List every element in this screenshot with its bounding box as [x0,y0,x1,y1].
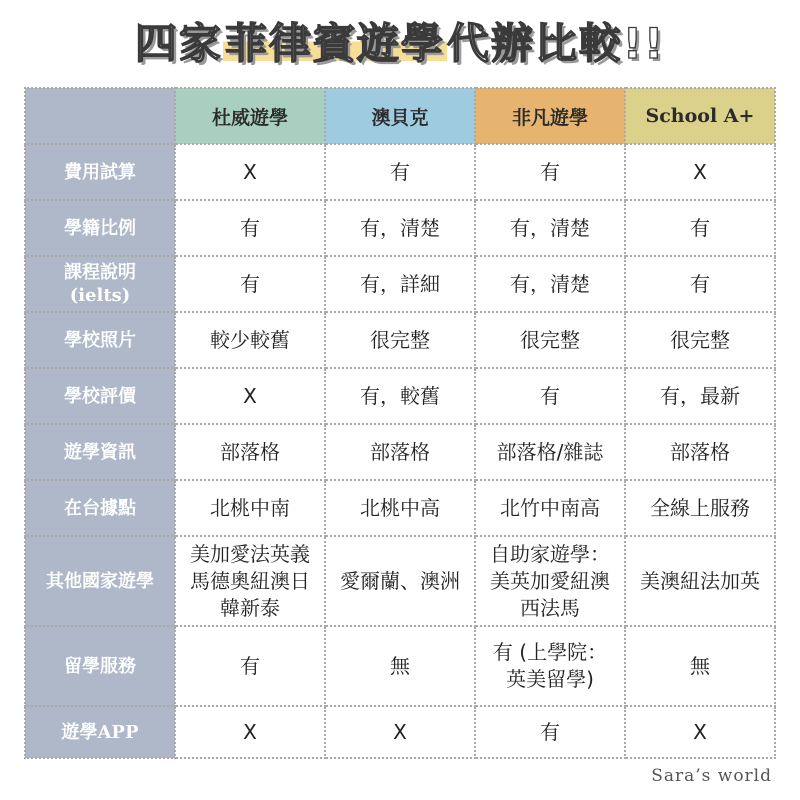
col-header-dewey: 杜威遊學 [175,88,325,144]
row-header-school-photos: 學校照片 [25,312,175,368]
col-header-school-a-plus: School A+ [625,88,775,144]
table-row [25,200,775,256]
table-cell: 有 [625,200,775,256]
table-row [25,626,775,706]
table-cell: 有 [475,144,625,200]
table-cell: 很完整 [325,312,475,368]
table-cell: 無 [625,626,775,706]
table-cell: 部落格 [175,424,325,480]
table-cell: 北桃中高 [325,480,475,536]
header-row [25,88,775,144]
row-header-other-countries: 其他國家遊學 [25,536,175,626]
table-cell: 自助家遊學： 美英加愛紐澳 西法馬 [475,536,625,626]
page-title [0,14,800,76]
table-cell: X [175,706,325,758]
table-cell: X [625,144,775,200]
table-cell: 有 [475,368,625,424]
table-row [25,536,775,626]
table-cell: 有，清楚 [475,200,625,256]
table-cell: 有 [175,256,325,312]
table-cell: 北竹中南高 [475,480,625,536]
table-cell: 有，最新 [625,368,775,424]
table-cell: 無 [325,626,475,706]
row-header-course-description: 課程說明 (ielts) [25,256,175,312]
footer-signature: Sara’s world [651,766,772,786]
table-cell: X [175,144,325,200]
table-cell: 有 [175,200,325,256]
table-cell: 有 [475,706,625,758]
table-cell: 有，較舊 [325,368,475,424]
corner-cell [25,88,175,144]
table-cell: 有，清楚 [475,256,625,312]
table-cell: 北桃中南 [175,480,325,536]
table-cell: 有，詳細 [325,256,475,312]
table-cell: 美加愛法英義 馬德奧紐澳日 韓新泰 [175,536,325,626]
table-cell: X [625,706,775,758]
table-cell: 部落格 [625,424,775,480]
col-header-aobeike: 澳貝克 [325,88,475,144]
table-cell: 有 [325,144,475,200]
table-cell: 有 (上學院： 英美留學) [475,626,625,706]
row-header-school-reviews: 學校評價 [25,368,175,424]
table-row [25,368,775,424]
col-header-feifan: 非凡遊學 [475,88,625,144]
table-cell: 很完整 [475,312,625,368]
table-cell: 有，清楚 [325,200,475,256]
table-cell: 愛爾蘭、澳洲 [325,536,475,626]
table-cell: 部落格/雜誌 [475,424,625,480]
table-cell: 部落格 [325,424,475,480]
title-part2: 代辦比較!! [446,19,666,68]
title-part1: 四家 [134,19,223,68]
table-row [25,424,775,480]
table-cell: X [175,368,325,424]
table-cell: 很完整 [625,312,775,368]
row-header-cost-estimate: 費用試算 [25,144,175,200]
title-highlight: 菲律賓遊學 [224,19,445,68]
table-row [25,706,775,758]
comparison-table [24,87,776,759]
table-cell: 全線上服務 [625,480,775,536]
table-cell: 有 [175,626,325,706]
row-header-study-abroad-service: 留學服務 [25,626,175,706]
row-header-student-ratio: 學籍比例 [25,200,175,256]
table-row [25,312,775,368]
row-header-study-app: 遊學APP [25,706,175,758]
table-cell: 有 [625,256,775,312]
row-header-taiwan-offices: 在台據點 [25,480,175,536]
table-row [25,144,775,200]
table-row [25,256,775,312]
table-cell: X [325,706,475,758]
table-cell: 美澳紐法加英 [625,536,775,626]
table-row [25,480,775,536]
row-header-study-info: 遊學資訊 [25,424,175,480]
title-text [135,14,665,74]
table-cell: 較少較舊 [175,312,325,368]
